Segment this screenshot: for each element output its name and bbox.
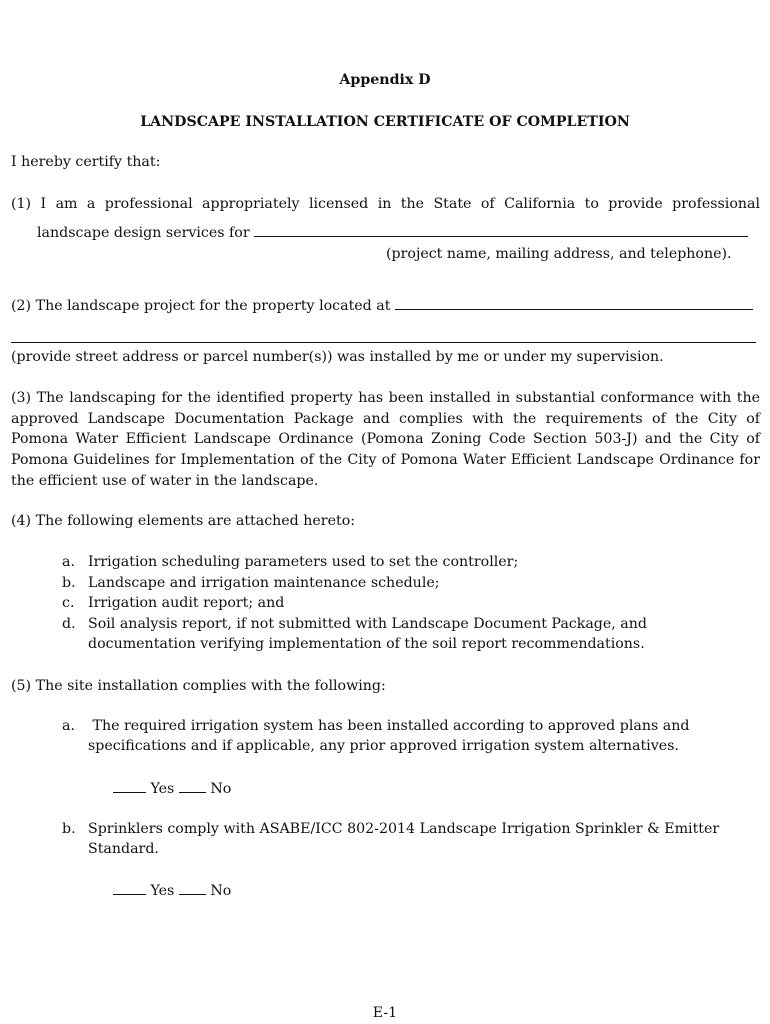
- p4-item-b-letter: b.: [62, 575, 76, 591]
- p1-line2: [37, 222, 748, 243]
- p1-line1: (1) I am a professional appropriately licensed in the State of California to provide professional: [11, 196, 760, 212]
- p4-item-d-letter: d.: [62, 616, 76, 632]
- p4-item-d-text-2: documentation verifying implementation of the soil report recommendations.: [88, 636, 645, 652]
- p4-item-d-text-1: Soil analysis report, if not submitted with Landscape Document Package, and: [88, 616, 647, 632]
- p4-item-a-letter: a.: [62, 554, 75, 570]
- p5-item-a-yes-no: [113, 778, 231, 799]
- p2-line1-text: (2) The landscape project for the property located at: [11, 298, 391, 314]
- p5-item-b-no-label: No: [210, 883, 232, 899]
- p5-item-b-yes-blank[interactable]: [113, 880, 146, 895]
- p2-line3: (provide street address or parcel number(s)) was installed by me or under my supervision.: [11, 349, 664, 365]
- p5-item-a-yes-blank[interactable]: [113, 778, 146, 793]
- intro-text: I hereby certify that:: [11, 154, 161, 170]
- property-address-line-blank[interactable]: [11, 328, 756, 343]
- p5-item-b-no-blank[interactable]: [179, 880, 206, 895]
- p4-item-a-text: Irrigation scheduling parameters used to set the controller;: [88, 554, 519, 570]
- project-info-blank[interactable]: [254, 222, 748, 237]
- p4-item-c-text: Irrigation audit report; and: [88, 595, 285, 611]
- p1-line2-text: landscape design services for: [37, 225, 250, 241]
- p5-item-a-no-label: No: [210, 781, 232, 797]
- page-number: E-1: [372, 1005, 398, 1021]
- p5-item-a-no-blank[interactable]: [179, 778, 206, 793]
- p5-item-a-yes-label: Yes: [150, 781, 175, 797]
- p5-item-b-yes-label: Yes: [150, 883, 175, 899]
- property-location-blank[interactable]: [395, 295, 753, 310]
- p5-item-a-letter: a.: [62, 718, 75, 734]
- p5-heading: (5) The site installation complies with the following:: [11, 678, 386, 694]
- certificate-heading: LANDSCAPE INSTALLATION CERTIFICATE OF COMPLETION: [140, 114, 630, 130]
- p4-heading: (4) The following elements are attached hereto:: [11, 513, 356, 529]
- p4-item-c-letter: c.: [62, 595, 75, 611]
- p1-caption: (project name, mailing address, and telephone).: [386, 246, 732, 262]
- p5-item-b-letter: b.: [62, 821, 76, 837]
- p5-item-b-yes-no: [113, 880, 231, 901]
- p5-item-b-text-1: Sprinklers comply with ASABE/ICC 802-2014 Landscape Irrigation Sprinkler & Emitter: [88, 821, 720, 837]
- p5-item-b-text-2: Standard.: [88, 841, 159, 857]
- p3-paragraph: (3) The landscaping for the identified property has been installed in substantial conformance with the approved Landscape Documentation Package and complies with the requirements of the City of Pomona Water Efficient Landscape Ordinance (Pomona Zoning Code Section 503-J) and the City of Pomona Guidelines for Implementation of the City of Pomona Water Efficient Landscape Ordinance for the efficient use of water in the landscape.: [11, 390, 760, 489]
- p4-item-b-text: Landscape and irrigation maintenance schedule;: [88, 575, 440, 591]
- p5-item-a-text-1: The required irrigation system has been installed according to approved plans and: [88, 718, 690, 734]
- p5-item-a-text-2: specifications and if applicable, any prior approved irrigation system alternatives.: [88, 738, 679, 754]
- appendix-title: Appendix D: [339, 72, 431, 88]
- p2-line1: [11, 295, 753, 316]
